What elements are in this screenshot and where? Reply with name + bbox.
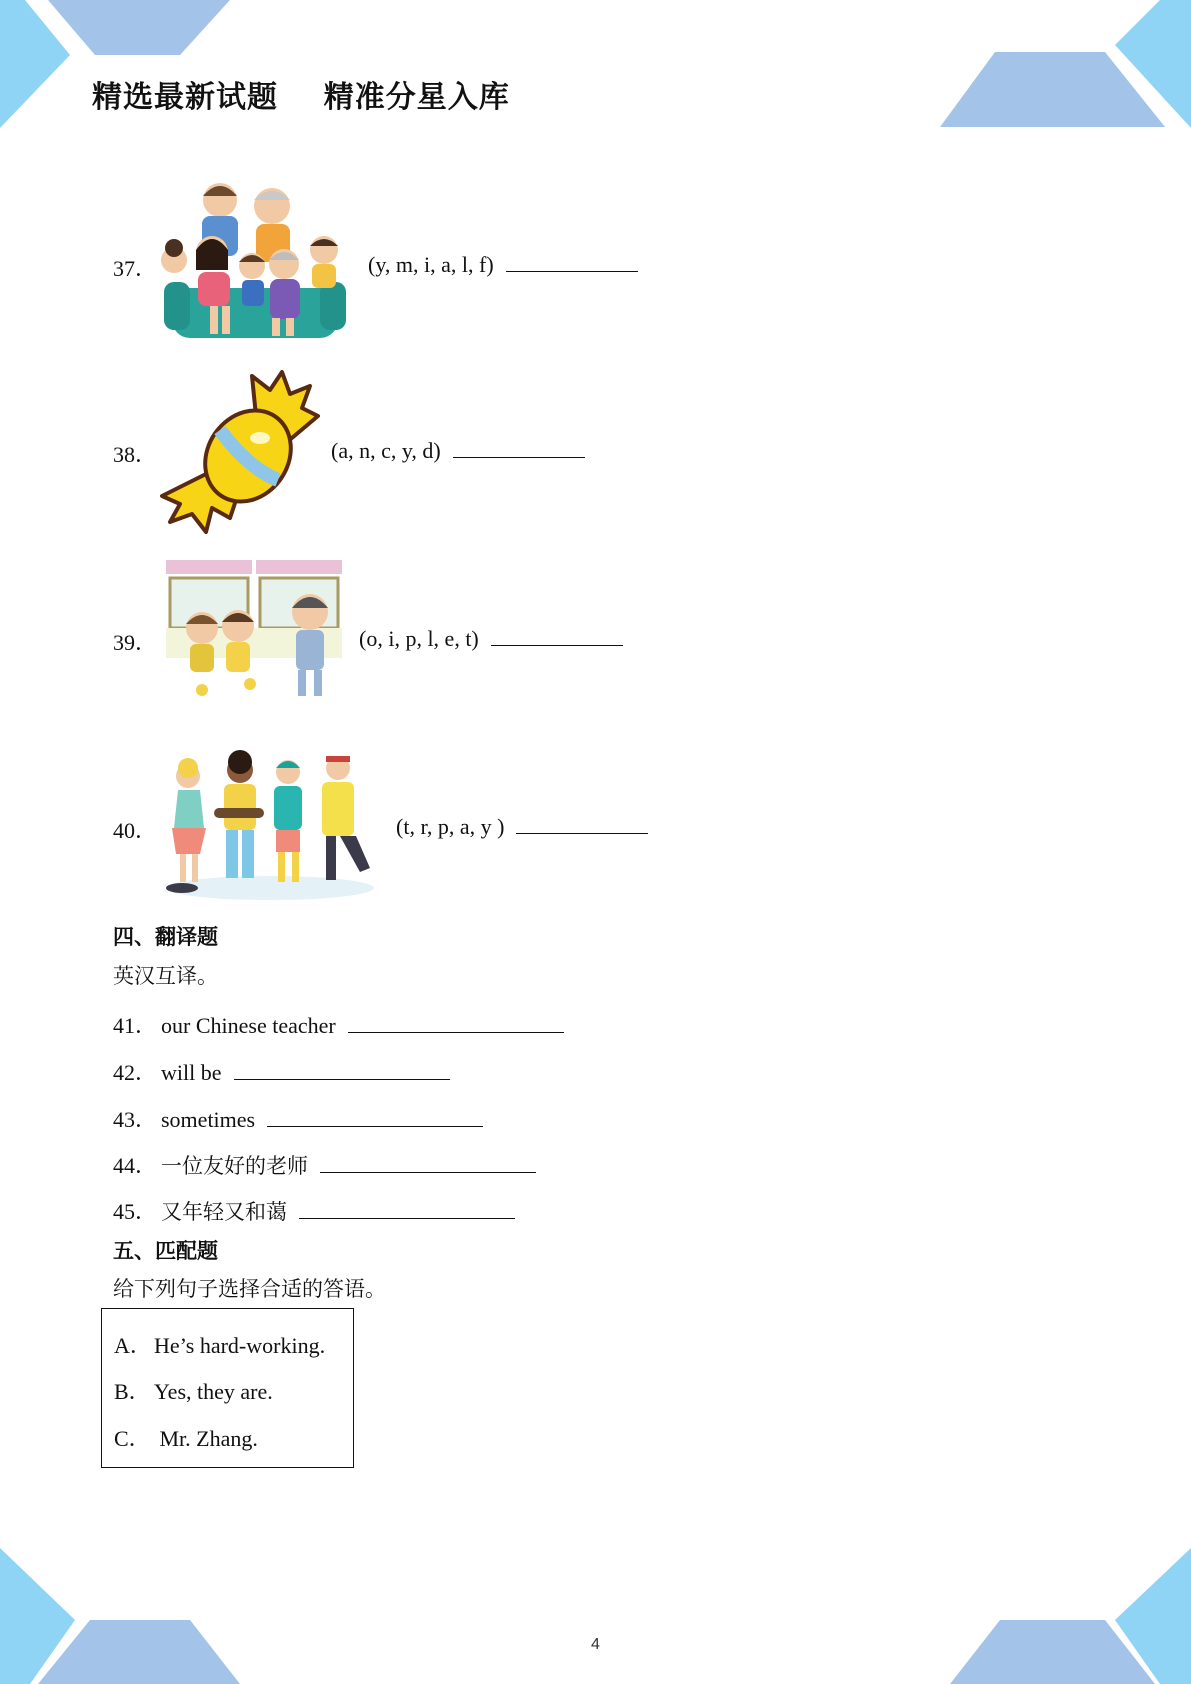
question-number: 41． [113,1013,158,1038]
letter-clue [331,438,585,464]
section-title-translation: 四、翻译题 [113,925,218,949]
letter-clue [396,814,648,840]
answer-blank[interactable] [491,626,623,646]
page-number: 4 [591,1636,600,1653]
answer-blank[interactable] [320,1153,536,1173]
question-number: 37． [113,256,158,281]
question-number: 39． [113,630,158,655]
translation-text: our Chinese teacher [161,1013,336,1038]
candy-icon [160,368,320,534]
translation-text: sometimes [161,1107,256,1132]
letter-clue [359,626,623,652]
translation-item [113,1149,536,1180]
letter-clue [368,252,638,278]
answer-blank[interactable] [234,1060,450,1080]
section-title-matching: 五、匹配题 [113,1239,218,1263]
answer-options-box [101,1308,354,1468]
answer-option [114,1329,325,1360]
translation-text: will be [161,1060,222,1085]
question-number: 44． [113,1153,158,1178]
question-number: 38． [113,442,158,467]
polite-children-picture-icon [162,556,344,702]
translation-text: 一位友好的老师 [161,1154,308,1178]
family-picture-icon [160,180,350,348]
translation-item [113,1103,483,1134]
question-number: 42． [113,1060,158,1085]
option-text: Mr. Zhang. [154,1426,258,1451]
translation-item [113,1009,564,1040]
translation-item [113,1056,450,1087]
answer-blank[interactable] [267,1107,483,1127]
section-instruction: 给下列句子选择合适的答语。 [113,1277,386,1301]
question-number: 40． [113,818,158,843]
answer-blank[interactable] [506,252,638,272]
letter-clue-text: (o, i, p, l, e, t) [359,626,479,651]
answer-blank[interactable] [516,814,648,834]
answer-blank[interactable] [299,1199,515,1219]
option-letter: A． [114,1333,152,1358]
answer-blank[interactable] [348,1013,564,1033]
letter-clue-text: (a, n, c, y, d) [331,438,441,463]
answer-option [114,1375,273,1406]
letter-clue-text: (y, m, i, a, l, f) [368,252,494,277]
question-number: 45． [113,1199,158,1224]
answer-blank[interactable] [453,438,585,458]
answer-option [114,1422,258,1453]
option-letter: B． [114,1379,151,1404]
translation-text: 又年轻又和蔼 [161,1200,287,1224]
option-letter: C． [114,1426,151,1451]
party-dancing-picture-icon [160,738,382,906]
question-number: 43． [113,1107,158,1132]
section-instruction: 英汉互译。 [113,964,218,988]
option-text: He’s hard-working. [154,1333,326,1358]
letter-clue-text: (t, r, p, a, y ) [396,814,505,839]
translation-item [113,1195,515,1226]
header-title: 精选最新试题 精准分星入库 [92,80,510,115]
option-text: Yes, they are. [154,1379,273,1404]
